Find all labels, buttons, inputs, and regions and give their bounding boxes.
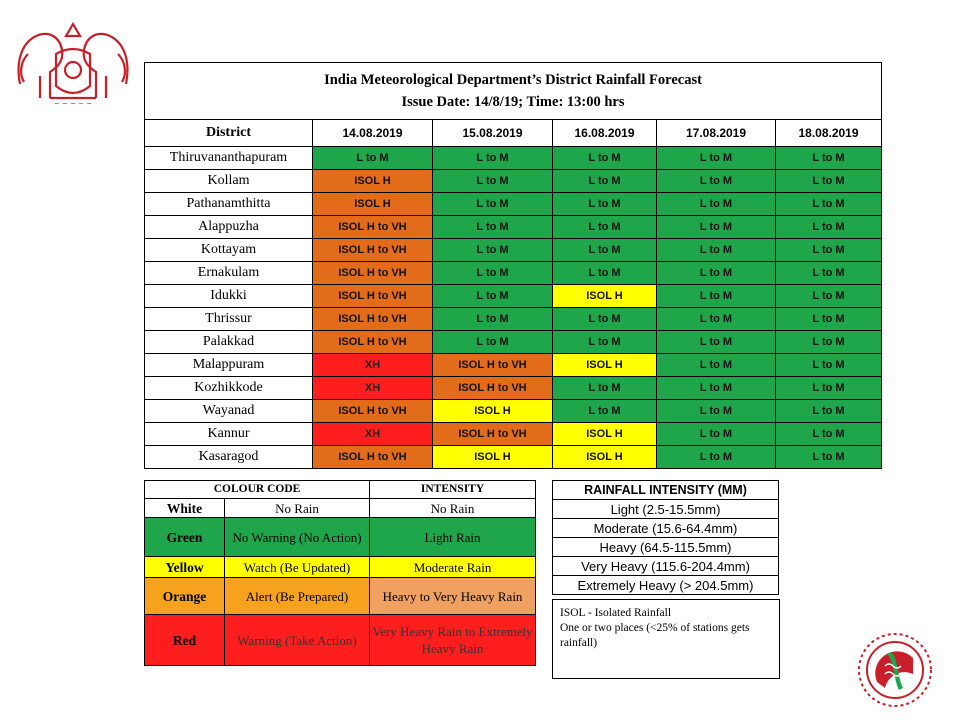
legend-meaning: No Rain	[225, 499, 370, 518]
forecast-cell: ISOL H	[433, 400, 553, 423]
district-name: Kasaragod	[145, 446, 313, 469]
district-name: Kannur	[145, 423, 313, 446]
table-row	[145, 446, 882, 469]
forecast-cell: L to M	[553, 262, 657, 285]
forecast-cell: L to M	[433, 193, 553, 216]
kerala-government-emblem-icon	[10, 14, 136, 110]
forecast-cell: L to M	[776, 285, 882, 308]
forecast-cell: L to M	[776, 308, 882, 331]
forecast-cell: L to M	[657, 170, 776, 193]
isol-note	[552, 599, 780, 679]
table-row	[145, 308, 882, 331]
rainfall-intensity-scale	[552, 480, 779, 595]
forecast-table	[144, 62, 882, 469]
table-row	[145, 216, 882, 239]
forecast-cell: ISOL H to VH	[313, 262, 433, 285]
table-row	[145, 193, 882, 216]
district-name: Wayanad	[145, 400, 313, 423]
scale-title: RAINFALL INTENSITY (MM)	[553, 481, 779, 500]
column-header-date: 17.08.2019	[657, 120, 776, 147]
scale-item: Heavy (64.5-115.5mm)	[553, 538, 779, 557]
forecast-cell: L to M	[776, 216, 882, 239]
district-name: Palakkad	[145, 331, 313, 354]
forecast-cell: L to M	[433, 170, 553, 193]
forecast-cell: L to M	[657, 285, 776, 308]
forecast-cell: L to M	[776, 377, 882, 400]
forecast-cell: L to M	[657, 423, 776, 446]
legend-intensity: Light Rain	[370, 518, 536, 557]
legend-intensity: Moderate Rain	[370, 557, 536, 578]
district-name: Thiruvananthapuram	[145, 147, 313, 170]
district-name: Ernakulam	[145, 262, 313, 285]
forecast-cell: ISOL H	[553, 446, 657, 469]
legend-meaning: Watch (Be Updated)	[225, 557, 370, 578]
forecast-cell: L to M	[657, 239, 776, 262]
legend-colour-name: Green	[145, 518, 225, 557]
forecast-cell: ISOL H	[553, 423, 657, 446]
forecast-cell: ISOL H	[553, 354, 657, 377]
table-row	[145, 331, 882, 354]
forecast-cell: L to M	[776, 193, 882, 216]
forecast-cell: L to M	[553, 377, 657, 400]
scale-item: Extremely Heavy (> 204.5mm)	[553, 576, 779, 595]
legend-meaning: No Warning (No Action)	[225, 518, 370, 557]
forecast-cell: L to M	[776, 331, 882, 354]
forecast-cell: L to M	[776, 354, 882, 377]
forecast-cell: L to M	[776, 400, 882, 423]
forecast-cell: L to M	[553, 239, 657, 262]
table-row	[145, 377, 882, 400]
legend-intensity: Very Heavy Rain to Extremely Heavy Rain	[370, 615, 536, 666]
legend-colour-name: Orange	[145, 578, 225, 615]
district-name: Idukki	[145, 285, 313, 308]
forecast-cell: L to M	[776, 446, 882, 469]
legend-row-red	[145, 615, 536, 666]
forecast-cell: L to M	[657, 147, 776, 170]
ksdma-emblem-icon	[855, 630, 935, 710]
forecast-cell: L to M	[776, 170, 882, 193]
legend-colour-name: Yellow	[145, 557, 225, 578]
forecast-cell: L to M	[433, 147, 553, 170]
legend-colour-name: White	[145, 499, 225, 518]
forecast-cell: ISOL H to VH	[313, 216, 433, 239]
note-line: One or two places (<25% of stations gets rainfall)	[560, 622, 750, 649]
forecast-cell: L to M	[776, 262, 882, 285]
column-header-date: 16.08.2019	[553, 120, 657, 147]
forecast-cell: ISOL H	[553, 285, 657, 308]
forecast-cell: ISOL H to VH	[433, 377, 553, 400]
district-name: Thrissur	[145, 308, 313, 331]
scale-item: Very Heavy (115.6-204.4mm)	[553, 557, 779, 576]
forecast-cell: ISOL H to VH	[313, 285, 433, 308]
legend-meaning: Warning (Take Action)	[225, 615, 370, 666]
column-header-date: 18.08.2019	[776, 120, 882, 147]
district-name: Malappuram	[145, 354, 313, 377]
forecast-cell: L to M	[433, 285, 553, 308]
forecast-cell: ISOL H	[313, 170, 433, 193]
legend-meaning: Alert (Be Prepared)	[225, 578, 370, 615]
legend-header-colour-code: COLOUR CODE	[145, 481, 370, 499]
forecast-cell: L to M	[657, 446, 776, 469]
forecast-cell: L to M	[313, 147, 433, 170]
legend-row-green	[145, 518, 536, 557]
forecast-cell: L to M	[657, 400, 776, 423]
table-row	[145, 400, 882, 423]
column-header-date: 15.08.2019	[433, 120, 553, 147]
table-row	[145, 354, 882, 377]
district-name: Pathanamthitta	[145, 193, 313, 216]
table-row	[145, 262, 882, 285]
scale-item: Light (2.5-15.5mm)	[553, 500, 779, 519]
forecast-cell: ISOL H to VH	[313, 239, 433, 262]
forecast-title-cell	[145, 63, 882, 120]
scale-item: Moderate (15.6-64.4mm)	[553, 519, 779, 538]
forecast-cell: ISOL H to VH	[313, 308, 433, 331]
district-name: Kollam	[145, 170, 313, 193]
forecast-cell: L to M	[433, 308, 553, 331]
column-header-date: 14.08.2019	[313, 120, 433, 147]
svg-text:~ ~ ~ ~ ~: ~ ~ ~ ~ ~	[53, 100, 93, 108]
forecast-cell: L to M	[657, 193, 776, 216]
forecast-cell: L to M	[553, 170, 657, 193]
forecast-cell: L to M	[433, 216, 553, 239]
forecast-cell: ISOL H to VH	[433, 354, 553, 377]
legend-colour-name: Red	[145, 615, 225, 666]
legend-intensity: Heavy to Very Heavy Rain	[370, 578, 536, 615]
colour-code-legend	[144, 480, 536, 666]
forecast-cell: L to M	[657, 377, 776, 400]
table-row	[145, 285, 882, 308]
forecast-cell: XH	[313, 423, 433, 446]
forecast-cell: L to M	[433, 262, 553, 285]
forecast-cell: L to M	[553, 216, 657, 239]
forecast-cell: ISOL H	[313, 193, 433, 216]
district-name: Kozhikkode	[145, 377, 313, 400]
forecast-cell: L to M	[776, 239, 882, 262]
forecast-cell: L to M	[657, 216, 776, 239]
forecast-cell: XH	[313, 377, 433, 400]
column-header-district: District	[145, 120, 313, 147]
table-row	[145, 170, 882, 193]
table-row	[145, 147, 882, 170]
forecast-title: India Meteorological Department’s District Rainfall Forecast	[324, 72, 702, 88]
district-name: Kottayam	[145, 239, 313, 262]
forecast-cell: ISOL H to VH	[313, 331, 433, 354]
forecast-cell: ISOL H	[433, 446, 553, 469]
legend-intensity: No Rain	[370, 499, 536, 518]
legend-header-intensity: INTENSITY	[370, 481, 536, 499]
forecast-cell: ISOL H to VH	[433, 423, 553, 446]
forecast-cell: L to M	[553, 400, 657, 423]
forecast-cell: L to M	[433, 331, 553, 354]
forecast-cell: ISOL H to VH	[313, 400, 433, 423]
forecast-cell: L to M	[657, 308, 776, 331]
note-line: ISOL - Isolated Rainfall	[560, 607, 672, 619]
forecast-cell: ISOL H to VH	[313, 446, 433, 469]
table-row	[145, 423, 882, 446]
table-row	[145, 239, 882, 262]
forecast-cell: L to M	[776, 423, 882, 446]
district-name: Alappuzha	[145, 216, 313, 239]
issue-date: Issue Date: 14/8/19; Time: 13:00 hrs	[401, 94, 625, 110]
forecast-cell: L to M	[553, 193, 657, 216]
forecast-cell: L to M	[433, 239, 553, 262]
forecast-cell: L to M	[776, 147, 882, 170]
forecast-cell: XH	[313, 354, 433, 377]
forecast-cell: L to M	[657, 354, 776, 377]
legend-row-white	[145, 499, 536, 518]
legend-row-orange	[145, 578, 536, 615]
forecast-cell: L to M	[553, 331, 657, 354]
legend-row-yellow	[145, 557, 536, 578]
forecast-cell: L to M	[553, 147, 657, 170]
forecast-cell: L to M	[657, 262, 776, 285]
forecast-cell: L to M	[657, 331, 776, 354]
forecast-cell: L to M	[553, 308, 657, 331]
